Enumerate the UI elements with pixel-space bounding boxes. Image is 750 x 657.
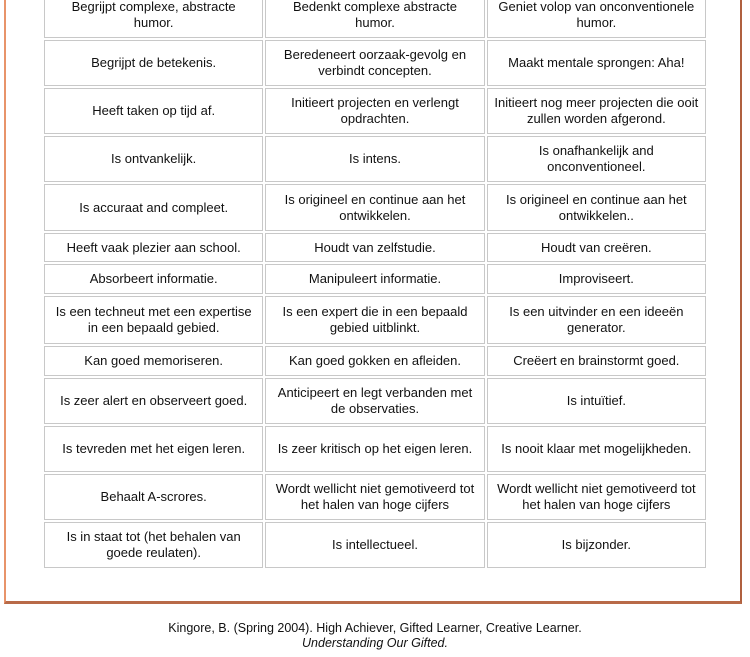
table-row xyxy=(44,264,706,294)
table-cell: Is zeer kritisch op het eigen leren. xyxy=(265,426,484,472)
table-cell: Is een expert die in een bepaald gebied uitblinkt. xyxy=(265,296,484,344)
table-cell: Is ontvankelijk. xyxy=(44,136,263,182)
citation-line-2: Understanding Our Gifted. xyxy=(302,636,448,650)
table-row xyxy=(44,296,706,344)
table-row xyxy=(44,184,706,231)
table-row xyxy=(44,233,706,262)
table-cell: Begrijpt complexe, abstracte humor. xyxy=(44,0,263,38)
table-cell: Beredeneert oorzaak-gevolg en verbindt concepten. xyxy=(265,40,484,86)
table-cell: Anticipeert en legt verbanden met de observaties. xyxy=(265,378,484,424)
table-cell: Wordt wellicht niet gemotiveerd tot het halen van hoge cijfers xyxy=(265,474,484,520)
table-cell: Houdt van creëren. xyxy=(487,233,706,262)
table-cell: Is origineel en continue aan het ontwikkelen. xyxy=(265,184,484,231)
table-cell: Begrijpt de betekenis. xyxy=(44,40,263,86)
table-row xyxy=(44,378,706,424)
table-cell: Is intens. xyxy=(265,136,484,182)
table-cell: Heeft vaak plezier aan school. xyxy=(44,233,263,262)
table-row xyxy=(44,426,706,472)
table-cell: Initieert projecten en verlengt opdrachten. xyxy=(265,88,484,134)
table-cell: Creëert en brainstormt goed. xyxy=(487,346,706,376)
table-row xyxy=(44,0,706,38)
table-cell: Is nooit klaar met mogelijkheden. xyxy=(487,426,706,472)
table-cell: Initieert nog meer projecten die ooit zullen worden afgerond. xyxy=(487,88,706,134)
table-row xyxy=(44,88,706,134)
citation-caption xyxy=(0,621,750,651)
table-cell: Heeft taken op tijd af. xyxy=(44,88,263,134)
table-cell: Improviseert. xyxy=(487,264,706,294)
table-cell: Is bijzonder. xyxy=(487,522,706,568)
table-cell: Is intuïtief. xyxy=(487,378,706,424)
table-cell: Kan goed memoriseren. xyxy=(44,346,263,376)
table-cell: Is tevreden met het eigen leren. xyxy=(44,426,263,472)
table-row xyxy=(44,136,706,182)
table-cell: Is in staat tot (het behalen van goede reulaten). xyxy=(44,522,263,568)
table-cell: Is intellectueel. xyxy=(265,522,484,568)
table-row xyxy=(44,346,706,376)
table-cell: Is onafhankelijk and onconventioneel. xyxy=(487,136,706,182)
table-cell: Is een uitvinder en een ideeën generator. xyxy=(487,296,706,344)
table-cell: Wordt wellicht niet gemotiveerd tot het halen van hoge cijfers xyxy=(487,474,706,520)
table-cell: Bedenkt complexe abstracte humor. xyxy=(265,0,484,38)
table-cell: Is accuraat and compleet. xyxy=(44,184,263,231)
table-row xyxy=(44,474,706,520)
citation-line-1: Kingore, B. (Spring 2004). High Achiever, Gifted Learner, Creative Learner. xyxy=(168,621,582,635)
table-cell: Maakt mentale sprongen: Aha! xyxy=(487,40,706,86)
table-cell: Geniet volop van onconventionele humor. xyxy=(487,0,706,38)
comparison-table xyxy=(42,0,708,570)
table-cell: Behaalt A-scrores. xyxy=(44,474,263,520)
table-cell: Is origineel en continue aan het ontwikkelen.. xyxy=(487,184,706,231)
table-cell: Manipuleert informatie. xyxy=(265,264,484,294)
table-row xyxy=(44,522,706,568)
table-cell: Absorbeert informatie. xyxy=(44,264,263,294)
table-cell: Is een techneut met een expertise in een bepaald gebied. xyxy=(44,296,263,344)
table-cell: Houdt van zelfstudie. xyxy=(265,233,484,262)
table-row xyxy=(44,40,706,86)
table-cell: Kan goed gokken en afleiden. xyxy=(265,346,484,376)
table-cell: Is zeer alert en observeert goed. xyxy=(44,378,263,424)
